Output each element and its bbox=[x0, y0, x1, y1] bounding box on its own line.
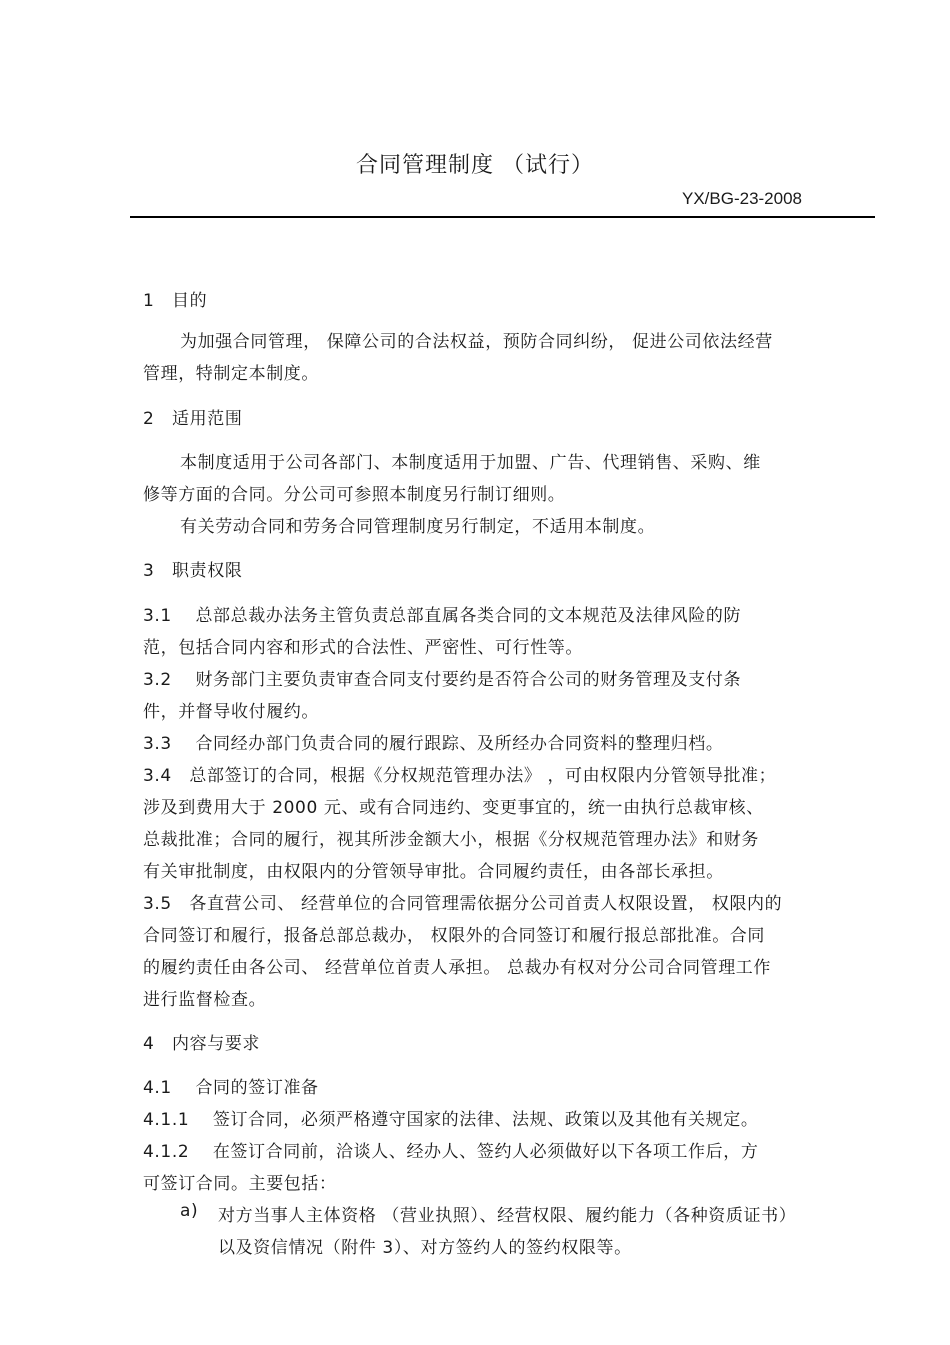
list-item-marker: a) bbox=[180, 1201, 199, 1221]
clause-3-4-line: 有关审批制度，由权限内的分管领导审批。合同履约责任，由各部长承担。 bbox=[143, 862, 724, 882]
section-heading-responsibilities: 3 职责权限 bbox=[143, 561, 243, 581]
clause-3-5-line: 的履约责任由各公司、 经营单位首责人承担。 总裁办有权对分公司合同管理工作 bbox=[143, 958, 772, 978]
clause-3-5-line: 合同签订和履行，报备总部总裁办， 权限外的合同签订和履行报总部批准。合同 bbox=[143, 926, 766, 946]
document-code: YX/BG-23-2008 bbox=[681, 189, 802, 208]
clause-3-5-line: 3.5 各直营公司、 经营单位的合同管理需依据分公司首责人权限设置， 权限内的 bbox=[143, 894, 783, 914]
section-heading-content: 4 内容与要求 bbox=[143, 1034, 261, 1054]
list-item-a-line: 对方当事人主体资格 （营业执照）、经营权限、履约能力（各种资质证书） bbox=[218, 1206, 797, 1226]
paragraph-line: 为加强合同管理， 保障公司的合法权益，预防合同纠纷， 促进公司依法经营 bbox=[180, 332, 773, 352]
clause-3-2-line: 件，并督导收付履约。 bbox=[143, 702, 319, 722]
header-divider bbox=[130, 216, 875, 218]
clause-4-1: 4.1 合同的签订准备 bbox=[143, 1078, 319, 1098]
paragraph-line: 修等方面的合同。分公司可参照本制度另行制订细则。 bbox=[143, 485, 566, 505]
clause-3-1-line: 范，包括合同内容和形式的合法性、严密性、可行性等。 bbox=[143, 638, 583, 658]
paragraph-line: 本制度适用于公司各部门、本制度适用于加盟、广告、代理销售、采购、维 bbox=[180, 453, 761, 473]
section-heading-purpose: 1 目的 bbox=[143, 291, 208, 311]
clause-3-3-line: 3.3 合同经办部门负责合同的履行跟踪、及所经办合同资料的整理归档。 bbox=[143, 734, 724, 754]
clause-3-5-line: 进行监督检查。 bbox=[143, 990, 267, 1010]
list-item-a-line: 以及资信情况（附件 3）、对方签约人的签约权限等。 bbox=[218, 1238, 632, 1258]
clause-4-1-2-line: 4.1.2 在签订合同前，洽谈人、经办人、签约人必须做好以下各项工作后，方 bbox=[143, 1142, 759, 1162]
section-heading-scope: 2 适用范围 bbox=[143, 409, 243, 429]
clause-3-1-line: 3.1 总部总裁办法务主管负责总部直属各类合同的文本规范及法律风险的防 bbox=[143, 606, 742, 626]
clause-4-1-1: 4.1.1 签订合同，必须严格遵守国家的法律、法规、政策以及其他有关规定。 bbox=[143, 1110, 759, 1130]
clause-3-4-line: 3.4 总部签订的合同，根据《分权规范管理办法》 ，可由权限内分管领导批准； bbox=[143, 766, 777, 786]
clause-4-1-2-line: 可签订合同。主要包括： bbox=[143, 1174, 337, 1194]
page-title: 合同管理制度 （试行） bbox=[356, 153, 594, 178]
clause-3-4-line: 涉及到费用大于 2000 元、或有合同违约、变更事宜的，统一由执行总裁审核、 bbox=[143, 798, 764, 818]
clause-3-2-line: 3.2 财务部门主要负责审查合同支付要约是否符合公司的财务管理及支付条 bbox=[143, 670, 742, 690]
clause-3-4-line: 总裁批准；合同的履行，视其所涉金额大小，根据《分权规范管理办法》和财务 bbox=[143, 830, 759, 850]
paragraph-line: 管理，特制定本制度。 bbox=[143, 364, 319, 384]
paragraph-line: 有关劳动合同和劳务合同管理制度另行制定，不适用本制度。 bbox=[180, 517, 656, 537]
